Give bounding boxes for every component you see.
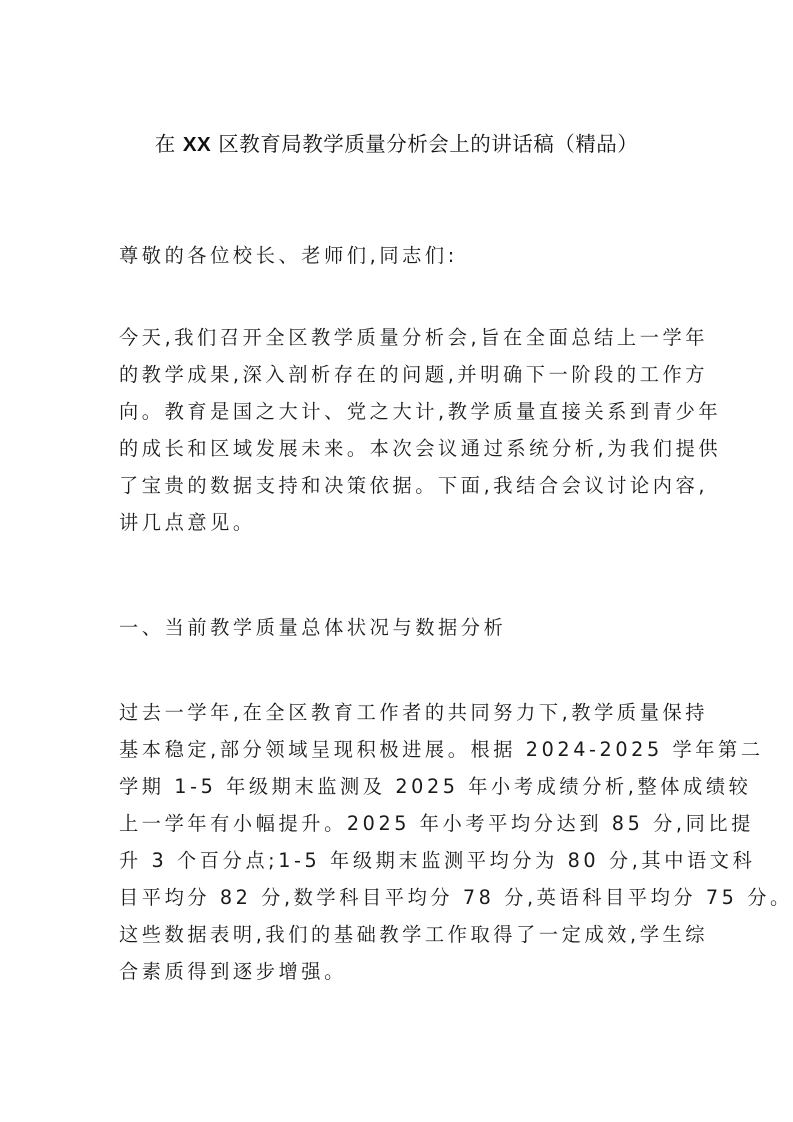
paragraph-line: 的成长和区域发展未来。本次会议通过系统分析,为我们提供 bbox=[119, 437, 722, 460]
paragraph-line: 的教学成果,深入剖析存在的问题,并明确下一阶段的工作方 bbox=[119, 363, 709, 386]
paragraph-line: 升 3 个百分点;1-5 年级期末监测平均分为 80 分,其中语文科 bbox=[119, 849, 756, 872]
paragraph-line: 上一学年有小幅提升。2025 年小考平均分达到 85 分,同比提 bbox=[119, 812, 754, 835]
section-paragraph bbox=[119, 694, 793, 990]
document-title bbox=[0, 128, 793, 161]
paragraph-line: 目平均分 82 分,数学科目平均分 78 分,英语科目平均分 75 分。 bbox=[119, 886, 793, 909]
paragraph-line: 基本稳定,部分领域呈现积极进展。根据 2024-2025 学年第二 bbox=[119, 738, 764, 761]
paragraph-line: 向。教育是国之大计、党之大计,教学质量直接关系到青少年 bbox=[119, 400, 722, 423]
paragraph-line: 学期 1-5 年级期末监测及 2025 年小考成绩分析,整体成绩较 bbox=[119, 775, 752, 798]
paragraph-line: 今天,我们召开全区教学质量分析会,旨在全面总结上一学年 bbox=[119, 326, 709, 349]
paragraph-line: 这些数据表明,我们的基础教学工作取得了一定成效,学生综 bbox=[119, 923, 709, 946]
intro-paragraph bbox=[119, 319, 722, 541]
paragraph-line: 讲几点意见。 bbox=[119, 511, 256, 534]
title-suffix: 区教育局教学质量分析会上的讲话稿（精品） bbox=[218, 132, 639, 156]
paragraph-line: 了宝贵的数据支持和决策依据。下面,我结合会议讨论内容, bbox=[119, 474, 709, 497]
salutation bbox=[119, 237, 679, 274]
paragraph-line: 过去一学年,在全区教育工作者的共同努力下,教学质量保持 bbox=[119, 701, 709, 724]
section-heading-text: 一、当前教学质量总体状况与数据分析 bbox=[119, 616, 507, 639]
salutation-line: 尊敬的各位校长、老师们,同志们: bbox=[119, 244, 458, 267]
title-xx: XX bbox=[182, 133, 212, 156]
paragraph-line: 合素质得到逐步增强。 bbox=[119, 960, 347, 983]
section-heading bbox=[119, 609, 679, 646]
title-prefix: 在 bbox=[154, 132, 176, 156]
